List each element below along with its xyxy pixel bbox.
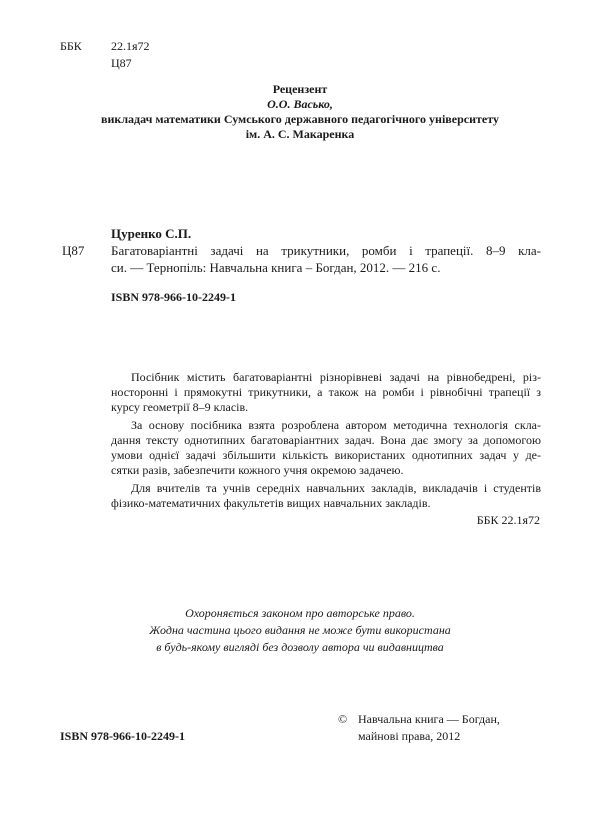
abstract-p2-line2: дання тексту однотипних багатоваріантних задач. Вона дає змогу за допомогою [111,433,541,447]
copyright-notice-line1: Охороняється законом про авторське право. [185,606,415,620]
bbk-code: 22.1я72 [111,39,150,53]
abstract-p2-line3: умови однієї задачі збільшити кількість використаних однотипних задач у де- [111,448,541,462]
footer-isbn: ISBN 978-966-10-2249-1 [60,729,185,743]
abstract-p1-line2: носторонні і прямокутні трикутники, а також на ромби і рівнобічні трапеції з [111,385,541,399]
abstract-p3-line2: фізико-математичних факультетів вищих навчальних закладів. [111,496,431,510]
footer-publisher: Навчальна книга — Богдан, [358,712,500,726]
abstract-p2-line1: За основу посібника взята розроблена автором методична технологія скла- [131,418,541,432]
book-isbn: ISBN 978-966-10-2249-1 [111,290,236,304]
bbk-label: ББК [60,39,82,53]
footer-rights: майнові права, 2012 [358,729,461,743]
reviewer-name: О.О. Васько, [267,97,333,111]
reviewer-title: Рецензент [272,82,328,96]
copyright-notice-line2: Жодна частина цього видання не може бути використана [149,623,451,637]
reviewer-position: викладач математики Сумського державного педагогічного університету [101,112,499,126]
abstract-p1-line3: курсу геометрії 8–9 класів. [111,400,249,414]
udk-code: Ц87 [111,56,132,70]
copyright-notice-line3: в будь-якому вигляді без дозволу автора чи видавництва [156,640,444,654]
copyright-symbol: © [338,712,348,726]
reviewer-institution: ім. А. С. Макаренка [245,127,355,141]
book-description-line-2: си. — Тернопіль: Навчальна книга – Богдан, 2012. — 216 с. [111,260,441,275]
abstract-p3-line1: Для вчителів та учнів середніх навчальних закладів, викладачів і студентів [131,481,541,495]
catalog-code: Ц87 [62,243,85,258]
abstract-p1-line1: Посібник містить багатоваріантні різнорівневі задачі на рівнобедрені, різ- [131,370,541,384]
abstract-bbk: ББК 22.1я72 [476,513,540,527]
book-author: Цуренко С.П. [111,226,192,241]
abstract-p2-line4: сятки разів, забезпечити кожного учня окремою задачею. [111,463,404,477]
book-description-line-1: Багатоваріантні задачі на трикутники, ромби і трапеції. 8–9 кла- [111,243,541,258]
